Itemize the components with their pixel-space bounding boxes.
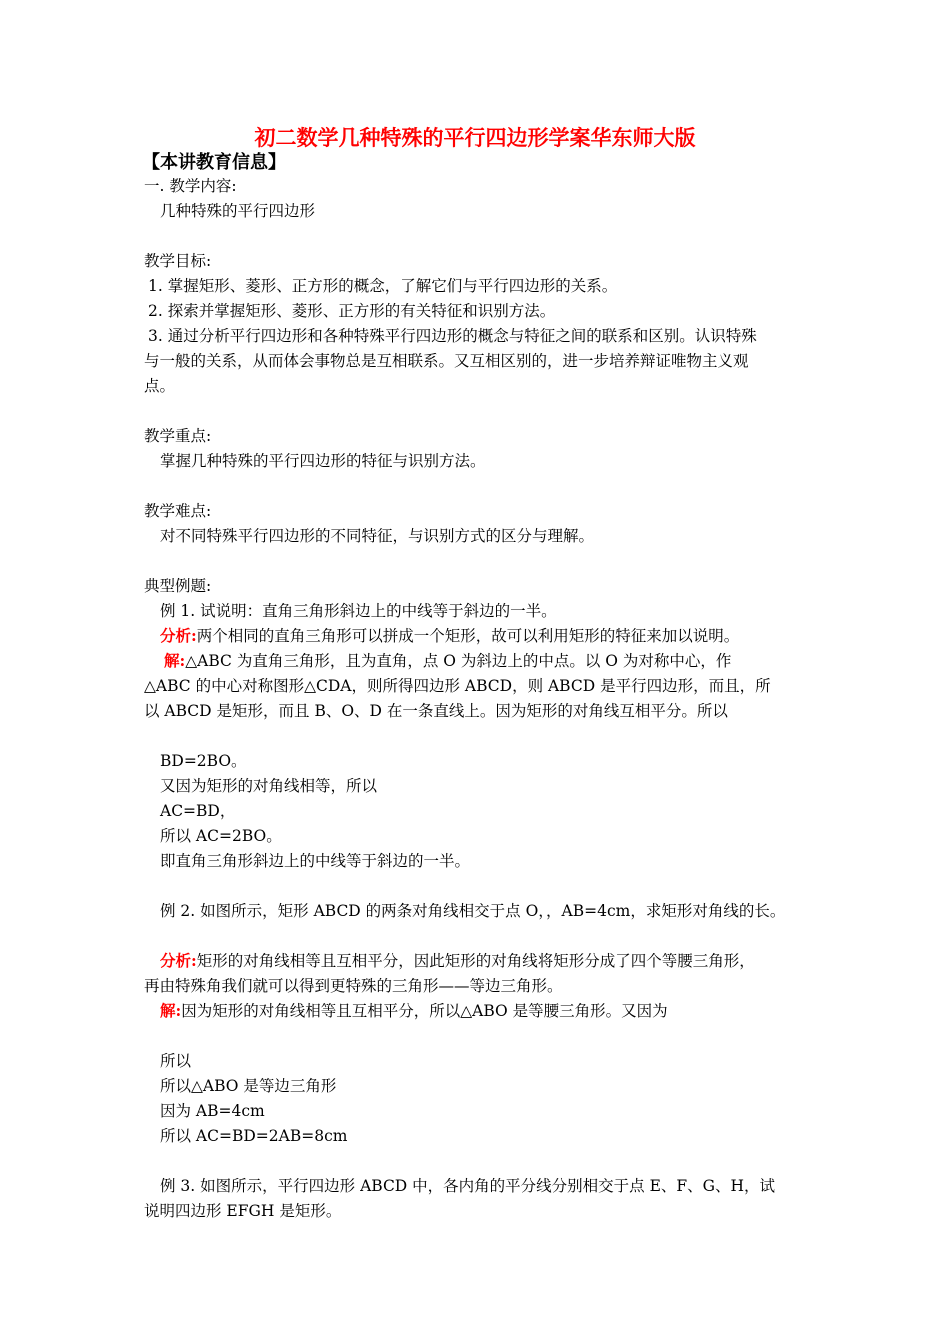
- analysis-text: 两个相同的直角三角形可以拼成一个矩形，故可以利用矩形的特征来加以说明。: [196, 627, 740, 645]
- key-text: 掌握几种特殊的平行四边形的特征与识别方法。: [160, 452, 486, 470]
- example1-solution-line: 以 ABCD 是矩形，而且 B、O、D 在一条直线上。因为矩形的对角线互相平分。所以: [144, 702, 728, 720]
- example2-analysis-line: [160, 951, 830, 971]
- key-label: 教学重点:: [144, 427, 212, 445]
- section-heading: 【本讲教育信息】: [142, 152, 286, 173]
- goal-item: 3. 通过分析平行四边形和各种特殊平行四边形的概念与特征之间的联系和区别。认识特殊: [148, 327, 757, 345]
- example2-step: 所以 AC=BD=2AB=8cm: [160, 1127, 348, 1145]
- example2-step: 因为 AB=4cm: [160, 1102, 265, 1120]
- example2-solution: [160, 1001, 830, 1021]
- example1-step: AC=BD，: [160, 802, 236, 820]
- solution-label: 解:: [160, 1001, 182, 1020]
- example1-analysis: [160, 626, 830, 646]
- example1-solution-line: [164, 651, 834, 671]
- example1-solution-line: △ABC 的中心对称图形△CDA，则所得四边形 ABCD，则 ABCD 是平行四边形，而且，所: [144, 677, 771, 695]
- content-text: 几种特殊的平行四边形: [160, 202, 316, 220]
- goals-label: 教学目标:: [144, 252, 212, 270]
- example1-step: 又因为矩形的对角线相等，所以: [160, 777, 378, 795]
- examples-label: 典型例题:: [144, 577, 212, 595]
- content-label: 一. 教学内容:: [144, 177, 237, 195]
- example1-step: 即直角三角形斜边上的中线等于斜边的一半。: [160, 852, 471, 870]
- difficulty-text: 对不同特殊平行四边形的不同特征，与识别方式的区分与理解。: [160, 527, 595, 545]
- analysis-label: 分析:: [160, 626, 197, 645]
- solution-text: 因为矩形的对角线相等且互相平分，所以△ABO 是等腰三角形。又因为: [181, 1002, 668, 1020]
- example3-line: 例 3. 如图所示，平行四边形 ABCD 中，各内角的平分线分别相交于点 E、F、G、H，试: [160, 1177, 776, 1195]
- example1-question: 例 1. 试说明：直角三角形斜边上的中线等于斜边的一半。: [160, 602, 557, 620]
- analysis-text: 矩形的对角线相等且互相平分，因此矩形的对角线将矩形分成了四个等腰三角形，: [196, 952, 755, 970]
- goal-item: 1. 掌握矩形、菱形、正方形的概念，了解它们与平行四边形的关系。: [148, 277, 618, 295]
- example2-step: 所以△ABO 是等边三角形: [160, 1077, 337, 1095]
- example1-step: 所以 AC=2BO。: [160, 827, 282, 845]
- difficulty-label: 教学难点:: [144, 502, 212, 520]
- analysis-label: 分析:: [160, 951, 197, 970]
- goal-item: 点。: [144, 377, 176, 395]
- goal-item: 与一般的关系，从而体会事物总是互相联系。又互相区别的，进一步培养辩证唯物主义观: [144, 352, 749, 370]
- solution-text: △ABC 为直角三角形，且为直角，点 O 为斜边上的中点。以 O 为对称中心，作: [185, 652, 732, 670]
- example1-step: BD=2BO。: [160, 752, 247, 770]
- goal-item: 2. 探索并掌握矩形、菱形、正方形的有关特征和识别方法。: [148, 302, 556, 320]
- example2-analysis-line: 再由特殊角我们就可以得到更特殊的三角形——等边三角形。: [144, 977, 563, 995]
- solution-label: 解:: [164, 651, 186, 670]
- example3-line: 说明四边形 EFGH 是矩形。: [144, 1202, 342, 1220]
- example2-step: 所以: [160, 1052, 192, 1070]
- document-title: 初二数学几种特殊的平行四边形学案华东师大版: [254, 125, 696, 150]
- example2-question: 例 2. 如图所示，矩形 ABCD 的两条对角线相交于点 O，，AB=4cm，求矩形对角线的长。: [160, 902, 786, 920]
